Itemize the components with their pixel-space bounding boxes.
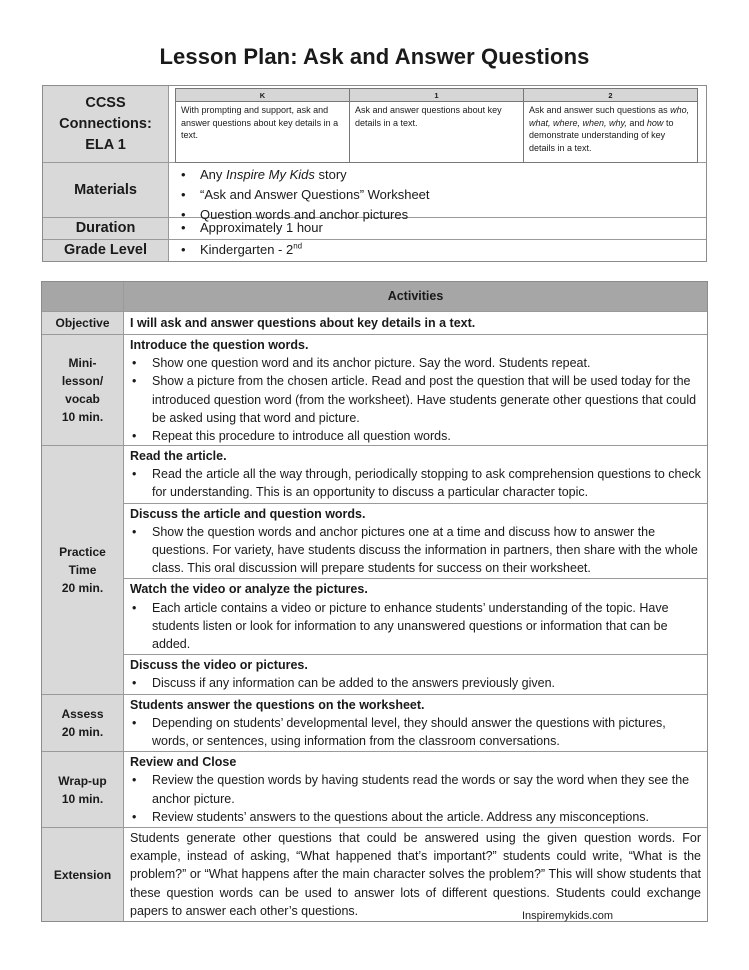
standard-2: [524, 102, 698, 163]
header-blank: [42, 282, 124, 311]
activity-heading: Students answer the questions on the worksheet.: [130, 697, 425, 712]
label-line: lesson/: [61, 374, 104, 388]
assess-content: [124, 695, 707, 752]
wrapup-content: [124, 752, 707, 827]
activity-bullet: • Show one question word and its anchor picture. Say the word. Students repeat.: [130, 354, 701, 372]
duration-value: • Approximately 1 hour: [175, 218, 700, 238]
text: story: [314, 167, 347, 182]
activity-bullet: • Show the question words and anchor pictures one at a time and discuss how to answer the questions. For variety, have students discuss the information in partners, then share with the whole class. This oral discussion will prepare students for success on their worksheet.: [130, 523, 701, 578]
practice-content: [124, 446, 707, 694]
activity-bullet: • Read the article all the way through, periodically stopping to ask comprehension questions to check for understanding. This is an opportunity to discuss a particular character topic.: [130, 465, 701, 501]
activities-header-row: [42, 282, 707, 311]
duration-label: Duration: [43, 218, 169, 239]
label-line: vocab: [65, 392, 100, 406]
duration-row: [43, 217, 706, 239]
extension-text: Students generate other questions that could be answered using the given question words. For example, instead of asking, “What happened that’s important?” students could write, “What is the problem?” or “What happens after the main character solves the problem?” This will show students that these question words can be used to answer lots of different questions. Students could exchange papers to answer each other’s questions.: [130, 831, 701, 918]
activity-heading: Discuss the video or pictures.: [130, 658, 308, 673]
ccss-row: [43, 86, 706, 162]
activity-block: [124, 578, 707, 654]
minilesson-row: [42, 334, 707, 445]
wrapup-row: [42, 751, 707, 827]
grade-col-2: 2: [524, 89, 698, 102]
minilesson-content: [124, 335, 707, 445]
text: Ask and answer such questions as: [529, 105, 671, 115]
ccss-label-line: CCSS: [85, 94, 126, 111]
activities-table: [41, 281, 708, 922]
duration-value-cell: [169, 218, 706, 239]
activity-bullet: • Each article contains a video or picture to enhance students’ understanding of the topic. Have students listen or look for information to any unanswered questions or information that can be added.: [130, 599, 701, 654]
ccss-standards-table: [175, 88, 698, 163]
activity-bullet: • Depending on students’ developmental level, they should answer the questions with pictures, words, or sentences, using information from the classroom conversations.: [130, 714, 701, 750]
label-line: 10 min.: [61, 791, 104, 806]
activity-bullet: • Review the question words by having students read the words or say the word when they see the anchor picture.: [130, 771, 701, 807]
materials-row: [43, 162, 706, 222]
activity-block: [124, 335, 707, 446]
page-title: Lesson Plan: Ask and Answer Questions: [159, 44, 590, 69]
practice-label: [42, 446, 124, 694]
brand-italic: Inspire My Kids: [226, 167, 315, 182]
material-item: • “Ask and Answer Questions” Worksheet: [175, 185, 700, 205]
activity-heading: Read the article.: [130, 449, 227, 463]
objective-text: I will ask and answer questions about key details in a text.: [130, 316, 476, 330]
activities-header: Activities: [387, 289, 444, 304]
materials-label: Materials: [43, 163, 169, 217]
ccss-standards: [169, 86, 707, 162]
ccss-label: [43, 86, 169, 162]
assess-row: [42, 694, 707, 752]
label-line: 10 min.: [61, 410, 104, 424]
grade-col-k: K: [176, 89, 350, 102]
activity-bullet: • Repeat this procedure to introduce all question words.: [130, 427, 701, 445]
label-line: 20 min.: [61, 580, 104, 595]
label-line: Mini-: [68, 356, 97, 370]
grade-level-row: [43, 239, 706, 261]
text: to demonstrate understanding of key details in a text.: [529, 117, 674, 153]
label-line: Wrap-up: [58, 773, 107, 788]
minilesson-label: [42, 335, 124, 445]
activity-heading: Review and Close: [130, 755, 237, 770]
ordinal-suffix: nd: [293, 241, 303, 251]
how-italic: how: [646, 117, 664, 128]
label-line: Practice: [59, 544, 106, 559]
activity-bullet: • Review students’ answers to the questions about the article. Address any misconceptions.: [130, 808, 701, 826]
grade-level-value-cell: [169, 240, 706, 261]
text: and: [626, 117, 647, 128]
activity-block: [124, 654, 707, 693]
lesson-info-table: [42, 85, 707, 262]
activity-bullet: • Discuss if any information can be added to the answers previously given.: [130, 674, 701, 692]
grade-col-1: 1: [350, 89, 524, 102]
ccss-label-line: Connections:: [59, 115, 152, 132]
materials-list: [169, 163, 706, 222]
extension-label: Extension: [42, 828, 124, 921]
activity-heading: Watch the video or analyze the pictures.: [130, 582, 368, 597]
material-item: [175, 165, 700, 185]
text: Any: [200, 167, 227, 182]
grade-level-label: Grade Level: [43, 240, 169, 261]
practice-row: [42, 445, 707, 694]
activity-block: [124, 695, 707, 752]
standard-k: With prompting and support, ask and answer questions about key details in a text.: [176, 102, 350, 163]
material-item: • Question words and anchor pictures: [175, 205, 700, 225]
label-line: Time: [68, 562, 97, 577]
objective-row: [42, 311, 707, 334]
question-words-italic: who, what, where, when, why,: [529, 105, 690, 128]
activity-bullet: • Show a picture from the chosen article. Read and post the question that will be used today for the introduced question word (from the worksheet). Have students generate other questions that could be asked using that word and picture.: [130, 372, 701, 427]
grade-level-value: [175, 240, 700, 260]
label-line: 20 min.: [61, 724, 104, 739]
label-line: Assess: [61, 706, 104, 721]
activity-block: [124, 446, 707, 503]
objective-label: Objective: [42, 312, 124, 334]
assess-label: [42, 695, 124, 752]
activity-heading: Introduce the question words.: [130, 338, 309, 352]
footer-site-link: Inspiremykids.com: [522, 910, 614, 922]
ccss-label-line: ELA 1: [85, 136, 126, 153]
extension-row: [42, 827, 707, 921]
text: Kindergarten - 2: [200, 242, 294, 257]
activity-heading: Discuss the article and question words.: [130, 506, 366, 521]
standard-1: Ask and answer questions about key details in a text.: [350, 102, 524, 163]
activity-block: [124, 752, 707, 827]
activity-block: [124, 503, 707, 579]
wrapup-label: [42, 752, 124, 827]
